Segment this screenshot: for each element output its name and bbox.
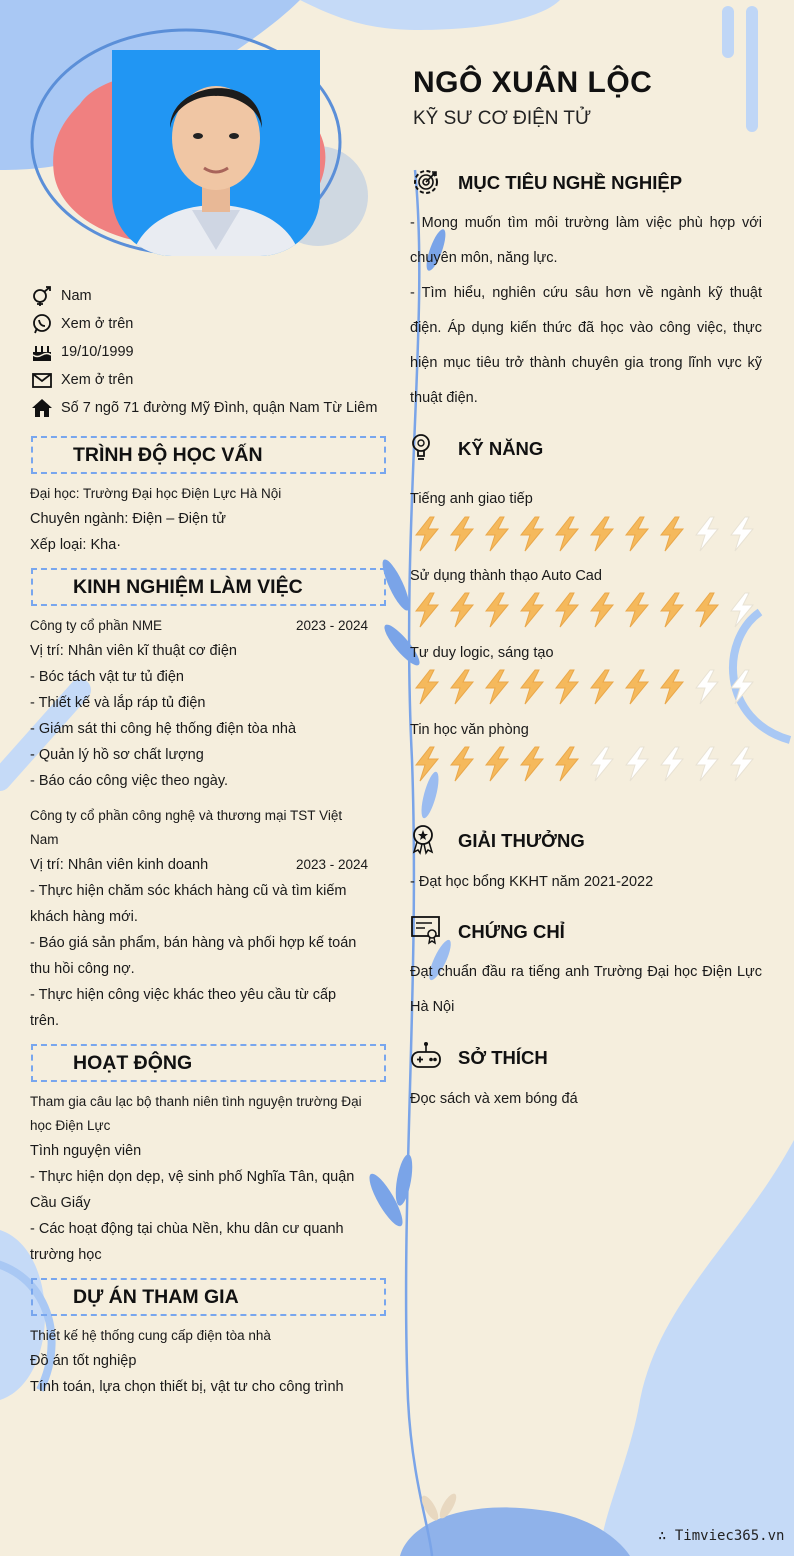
skill-name: Sử dụng thành thạo Auto Cad (410, 568, 602, 584)
contact-address (30, 396, 390, 420)
skill-name: Tin học văn phòng (410, 722, 529, 738)
award-text: - Đạt học bổng KKHT năm 2021-2022 (410, 874, 654, 890)
lightbulb-icon (410, 432, 442, 464)
education-rank: Xếp loại: Kha· (30, 537, 122, 553)
rating-bolt-filled-icon (591, 670, 613, 704)
candidate-name: NGÔ XUÂN LỘC (413, 66, 653, 99)
rating-bolt-filled-icon (451, 670, 473, 704)
rating-bolt-filled-icon (556, 747, 578, 781)
contact-phone (30, 312, 390, 336)
job-period: 2023 - 2024 (296, 857, 369, 872)
job-task: - Thực hiện chăm sóc khách hàng cũ và tìm kiếm (30, 883, 347, 899)
rating-bolt-filled-icon (591, 517, 613, 551)
objective-line: điện. Áp dụng kiến thức đã học vào công việc, thực (410, 320, 762, 336)
objective-line: thuật điện. (410, 390, 478, 406)
rating-bolt-filled-icon (521, 670, 543, 704)
rating-bolt-filled-icon (591, 593, 613, 627)
rating-bolt-filled-icon (451, 593, 473, 627)
certificates-heading: CHỨNG CHỈ (458, 921, 565, 942)
skill-rating (410, 590, 762, 630)
rating-bolt-filled-icon (626, 670, 648, 704)
certificate-line: Đạt chuẩn đầu ra tiếng anh Trường Đại học Điện Lực (410, 964, 762, 980)
profile-photo (112, 50, 320, 256)
job-task: trên. (30, 1013, 60, 1029)
rating-bolt-filled-icon (416, 593, 438, 627)
objective-line: - Mong muốn tìm môi trường làm việc phù hợp với (410, 215, 762, 231)
gender-icon (30, 285, 54, 307)
activity-line: - Các hoạt động tại chùa Nền, khu dân cư quanh (30, 1221, 344, 1237)
job-position: Vị trí: Nhân viên kĩ thuật cơ điện (30, 643, 237, 659)
job-task: - Báo cáo công việc theo ngày. (30, 773, 229, 789)
objective-heading: MỤC TIÊU NGHỀ NGHIỆP (458, 172, 683, 193)
rating-bolt-filled-icon (556, 670, 578, 704)
contact-text: Số 7 ngõ 71 đường Mỹ Đình, quận Nam Từ Liêm (61, 400, 378, 416)
skill-rating (410, 744, 762, 784)
certificate-icon (410, 914, 442, 946)
job-task: thu hồi công nợ. (30, 961, 135, 977)
avatar (30, 14, 342, 260)
projects-heading: DỰ ÁN THAM GIA (31, 1278, 386, 1316)
hobby-text: Đọc sách và xem bóng đá (410, 1091, 578, 1107)
rating-bolt-filled-icon (556, 593, 578, 627)
rating-bolt-filled-icon (451, 747, 473, 781)
birthday-cake-icon (30, 341, 54, 363)
skill-rating (410, 667, 762, 707)
job-position: Vị trí: Nhân viên kinh doanh (30, 857, 209, 873)
contact-gender (30, 284, 390, 308)
job-company: Công ty cổ phần công nghệ và thương mại TST Việt (30, 808, 343, 823)
certificate-line: Hà Nội (410, 999, 455, 1015)
rating-bolt-filled-icon (661, 517, 683, 551)
skills-heading: KỸ NĂNG (458, 438, 544, 459)
contact-text: 19/10/1999 (61, 344, 134, 360)
project-desc: Tính toán, lựa chọn thiết bị, vật tư cho công trình (30, 1379, 344, 1395)
activity-line: Cầu Giấy (30, 1195, 91, 1211)
skill-name: Tiếng anh giao tiếp (410, 491, 533, 507)
activity-role: Tình nguyện viên (30, 1143, 142, 1159)
candidate-title: KỸ SƯ CƠ ĐIỆN TỬ (413, 108, 592, 129)
rating-bolt-empty-icon (731, 747, 753, 781)
rating-bolt-empty-icon (731, 593, 753, 627)
rating-bolt-filled-icon (486, 747, 508, 781)
experience-heading: KINH NGHIỆM LÀM VIỆC (31, 568, 386, 606)
education-school: Đại học: Trường Đại học Điện Lực Hà Nội (30, 486, 282, 501)
target-gear-icon (410, 166, 442, 198)
rating-bolt-empty-icon (731, 670, 753, 704)
job-company: Nam (30, 832, 59, 847)
rating-bolt-filled-icon (416, 517, 438, 551)
job-task: - Báo giá sản phẩm, bán hàng và phối hợp kế toán (30, 935, 357, 951)
job-period: 2023 - 2024 (296, 618, 369, 633)
medal-icon (410, 824, 442, 856)
whatsapp-icon (30, 313, 54, 335)
rating-bolt-empty-icon (731, 517, 753, 551)
job-company: Công ty cổ phần NME (30, 618, 163, 633)
person-silhouette-icon (112, 50, 320, 256)
skill-rating (410, 514, 762, 554)
rating-bolt-filled-icon (416, 747, 438, 781)
rating-bolt-empty-icon (626, 747, 648, 781)
activities-heading: HOẠT ĐỘNG (31, 1044, 386, 1082)
site-watermark: ∴ Timviec365.vn (658, 1528, 785, 1544)
education-major: Chuyên ngành: Điện – Điện tử (30, 511, 226, 527)
job-task: - Giám sát thi công hệ thống điện tòa nhà (30, 721, 297, 737)
project-name: Thiết kế hệ thống cung cấp điện tòa nhà (30, 1328, 271, 1343)
mail-icon (30, 369, 54, 391)
job-task: - Thực hiện công việc khác theo yêu cầu từ cấp (30, 987, 337, 1003)
activity-line: - Thực hiện dọn dẹp, vệ sinh phố Nghĩa Tân, quận (30, 1169, 355, 1185)
rating-bolt-empty-icon (591, 747, 613, 781)
gamepad-icon (410, 1040, 442, 1072)
home-icon (30, 397, 54, 419)
rating-bolt-empty-icon (661, 747, 683, 781)
rating-bolt-filled-icon (486, 517, 508, 551)
rating-bolt-empty-icon (696, 670, 718, 704)
activity-line: trường học (30, 1247, 102, 1263)
job-task: - Quản lý hồ sơ chất lượng (30, 747, 204, 763)
rating-bolt-filled-icon (521, 593, 543, 627)
rating-bolt-filled-icon (556, 517, 578, 551)
rating-bolt-filled-icon (451, 517, 473, 551)
rating-bolt-filled-icon (661, 593, 683, 627)
rating-bolt-filled-icon (486, 593, 508, 627)
activity-org: học Điện Lực (30, 1118, 111, 1133)
project-type: Đồ án tốt nghiệp (30, 1353, 137, 1369)
activity-org: Tham gia câu lạc bộ thanh niên tình nguyện trường Đại (30, 1094, 362, 1109)
rating-bolt-filled-icon (661, 670, 683, 704)
objective-line: chuyên môn, năng lực. (410, 250, 558, 266)
objective-line: - Tìm hiểu, nghiên cứu sâu hơn về ngành kỹ thuật (410, 285, 762, 301)
job-task: - Bóc tách vật tư tủ điện (30, 669, 184, 685)
rating-bolt-filled-icon (416, 670, 438, 704)
rating-bolt-filled-icon (521, 747, 543, 781)
rating-bolt-filled-icon (486, 670, 508, 704)
rating-bolt-filled-icon (626, 517, 648, 551)
hobbies-heading: SỞ THÍCH (458, 1047, 548, 1068)
skill-name: Tư duy logic, sáng tạo (410, 645, 554, 661)
contact-text: Xem ở trên (61, 372, 134, 388)
job-task: khách hàng mới. (30, 909, 138, 925)
rating-bolt-filled-icon (521, 517, 543, 551)
rating-bolt-filled-icon (696, 593, 718, 627)
contact-text: Xem ở trên (61, 316, 134, 332)
rating-bolt-empty-icon (696, 517, 718, 551)
rating-bolt-filled-icon (626, 593, 648, 627)
contact-birthday (30, 340, 390, 364)
awards-heading: GIẢI THƯỞNG (458, 830, 585, 851)
education-heading: TRÌNH ĐỘ HỌC VẤN (31, 436, 386, 474)
job-task: - Thiết kế và lắp ráp tủ điện (30, 695, 206, 711)
objective-line: hiện mục tiêu trở thành chuyên gia trong lĩnh vực kỹ (410, 355, 762, 371)
contact-text: Nam (61, 288, 92, 304)
rating-bolt-empty-icon (696, 747, 718, 781)
contact-email (30, 368, 390, 392)
